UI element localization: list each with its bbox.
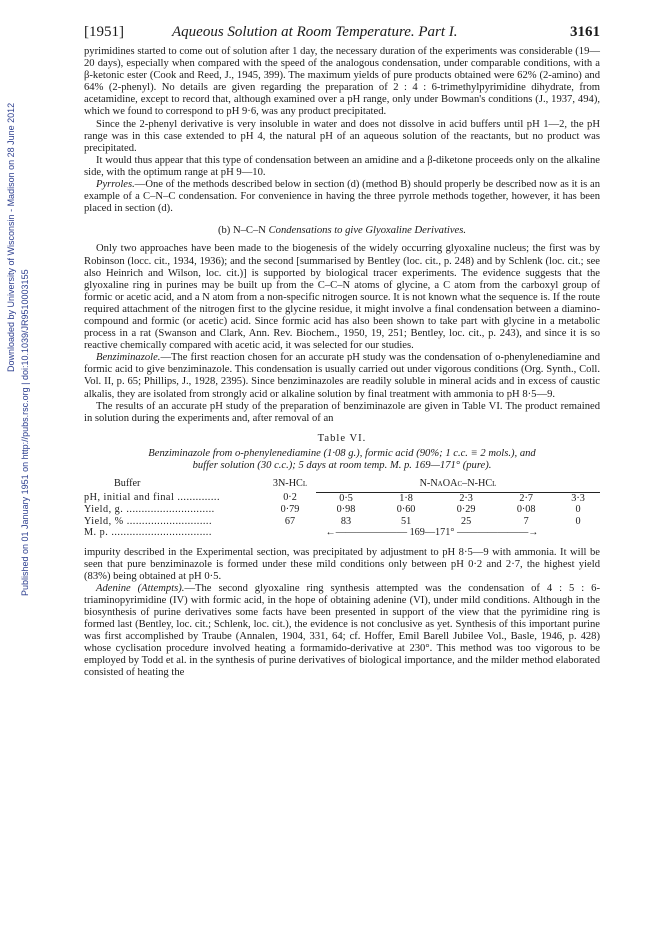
paragraph-heading: Pyrroles. (96, 179, 135, 191)
data-table (84, 478, 600, 539)
mp-range: ←——————— 169—171° ———————→ (325, 527, 539, 538)
running-header (84, 24, 600, 46)
column-header: Buffer (114, 478, 141, 490)
column-header: N-NaOAc–N-HCl (316, 478, 600, 492)
paragraph-heading: Benziminazole. (96, 352, 161, 364)
section-heading: (b) N–C–N Condensations to give Glyoxaline Derivatives. (217, 225, 467, 237)
header-year: [1951] (84, 24, 124, 40)
paragraph: It would thus appear that this type of condensation between an amidine and a β-diketone proceeds only on the alkaline side, with the optimum range at pH 9—10. (84, 154, 600, 178)
table-title: Table VI. (317, 432, 367, 444)
page-number: 3161 (570, 24, 600, 40)
paragraph: impurity described in the Experimental section, was precipitated by adjustment to pH 8·5—9 with ammonia. It will be seen that pure benziminazole is formed under these mild conditions only between pH 0·2 and 2·7, the highest yield (83%) being obtained at pH 0·5. (84, 546, 600, 582)
paragraph: Benziminazole.—The first reaction chosen for an accurate pH study was the condensation of o-phenylenediamine and formic acid to give benziminazole. This condensation is usually carried out under vigorous conditions (Org. Synth., Coll. Vol. II, p. 65; Phillips, J., 1928, 2395). Since benziminazoles are readily soluble in mineral acids and in excess of caustic alkalis, they are isolated from strongly acid or alkaline solution by final treatment with ammonia to pH 8·5—9. (84, 352, 600, 400)
header-title: Aqueous Solution at Room Temperature. Part I. (172, 24, 458, 40)
table-row: M. p. ................................. ←——————— 169—171° ———————→ (84, 527, 600, 539)
download-sidebar (2, 0, 34, 936)
table-caption: Benziminazole from o-phenylenediamine (1·08 g.), formic acid (90%; 1 c.c. ≡ 2 mols.), and buffer solution (30 c.c.); 5 days at room temp. M. p. 169—171° (pure). (148, 447, 536, 471)
paragraph: Pyrroles.—One of the methods described below in section (d) (method B) should properly be described now as it is an example of a C–N–C condensation. For convenience in having the three pyrrole methods together, however, it has been placed in section (d). (84, 179, 600, 215)
paragraph: pyrimidines started to come out of solution after 1 day, the necessary duration of the experiments was considerable (19—20 days), especially when compared with the speed of the analogous condensation, under comparable conditions, with a β-ketonic ester (Cook and Reed, J., 1945, 399). The maximum yields of pure products obtained were 62% (2-amino) and 64% (2-phenyl). No details are given regarding the preparation of 2 : 4 : 6-trimethylpyrimidine dihydrate, from acetamidine, except to record that, although examined over a pH range, only under Bowman's conditions (J., 1937, 494), which we found to correspond to pH 9·6, was any product precipitated. (84, 46, 600, 118)
table-row: Yield, g. ............................. 0·79 0·98 0·60 0·29 0·08 0 (84, 504, 581, 515)
page-content (84, 24, 600, 680)
column-header: 3N-HCl (272, 478, 308, 490)
paragraph: The results of an accurate pH study of the preparation of benziminazole are given in Table VI. The product remained in solution during the experiments and, after removal of an (84, 400, 600, 424)
publication-notice: Published on 01 January 1951 on http://pubs.rsc.org | doi:10.1039/JR9510003155 (20, 269, 30, 596)
table-header-row (84, 478, 600, 492)
paragraph-heading: Adenine (Attempts). (96, 582, 185, 594)
download-notice: Downloaded by University of Wisconsin - Madison on 28 June 2012 (6, 102, 16, 372)
paragraph: Since the 2-phenyl derivative is very insoluble in water and does not dissolve in acid buffers until pH 1—2, the pH range was in this case extended to pH 4, the natural pH of an aqueous solution of the reactants, but no product was precipitated. (84, 118, 600, 154)
paragraph: Only two approaches have been made to the biogenesis of the widely occurring glyoxaline nucleus; the first was by Robinson (locc. cit., 1934, 1936); and the second [summarised by Bentley (loc. cit., p. 248) and by Schlenk (loc. cit.; see also Heinrich and Wilson, loc. cit.)] is supported by biological tracer experiments. The evidence suggests that the glyoxaline ring in purines may be built up from the C–C–N atoms of glycine, a C atom from the carboxyl group of formic or acetic acid, and a N atom from a non-specific nitrogen source. It is not known what the sequence is. If the route required attachment of the nitrogen first to the glycine residue, it might involve a final condensation between a diamino-compound and formic (or acetic) acid. Since formic acid has also been shown to take part with glycine in a metabolic process in a rat (Swanson and Clark, Ann. Rev. Biochem., 1950, 19, 251; Bentley, loc. cit., p. 243), and since it is so reactive chemically compared with acetic acid, it was selected for our studies. (84, 243, 600, 352)
paragraph: Adenine (Attempts).—The second glyoxaline ring synthesis attempted was the condensation of 4 : 5 : 6-triaminopyrimidine (IV) with formic acid, in the hope of obtaining adenine (VI), under mild conditions. Although in the biosynthesis of purine derivatives some facts have been presented in support of the view that the pyrimidine ring is formed last (Bentley, loc. cit.; Schlenk, loc. cit.), the evidence is not conclusive as yet. Synthesis of this important purine was first accomplished by Traube (Annalen, 1904, 331, 64; cf. Hoffer, Emil Barell Jubilee Vol., Basle, 1946, p. 428) whose cyclisation procedure involved heating a formamido-derivative at 230°. This method was too vigorous to be employed by Todd et al. in the synthesis of purine derivatives of biological importance, and the milder method elaborated consisted of heating the (84, 582, 600, 679)
table-row: pH, initial and final .............. 0·2 0·5 1·8 2·3 2·7 3·3 (84, 492, 585, 504)
table-row: Yield, % ............................ 67 83 51 25 7 0 (84, 515, 581, 527)
